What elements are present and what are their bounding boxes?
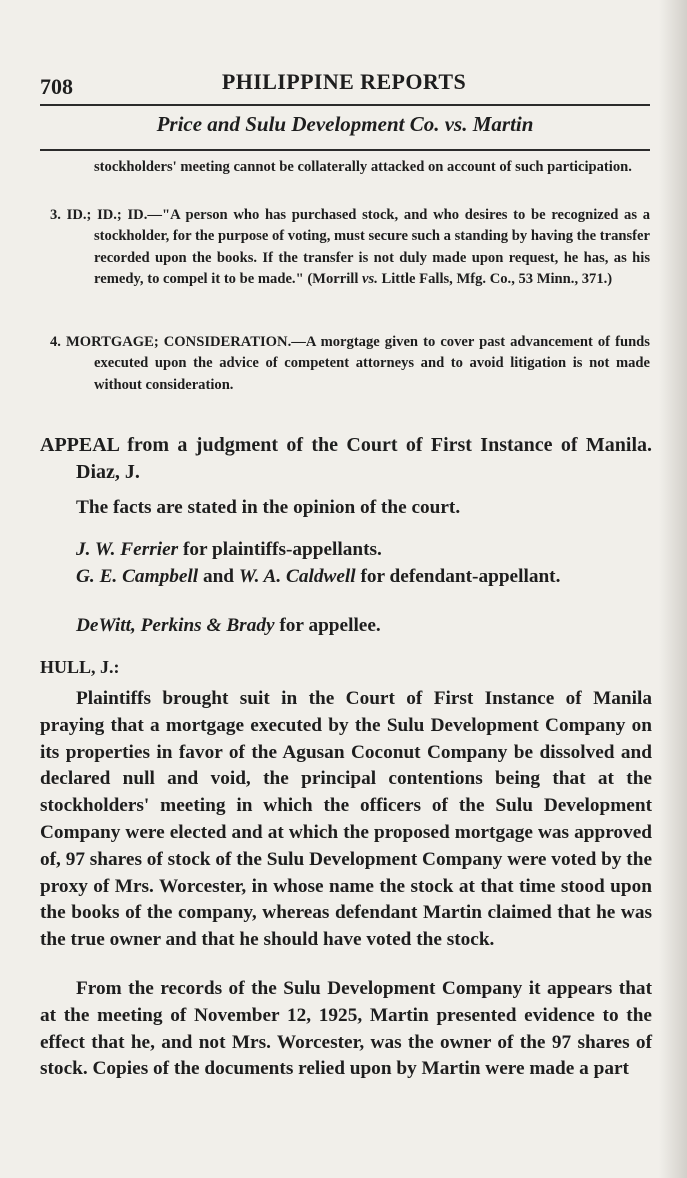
page-number: 708 [40, 74, 73, 99]
header-rule-top [40, 104, 650, 106]
counsel-defendant-role: for defendant-appellant. [355, 566, 561, 587]
counsel-defendant-name-b: W. A. Caldwell [238, 566, 356, 587]
headnote-3 [44, 205, 650, 290]
headnote-3-label: 3. ID.; ID.; ID. [50, 207, 148, 223]
facts-statement [40, 495, 652, 522]
headnote-4 [44, 332, 650, 396]
facts-text: The facts are stated in the opinion of the court. [76, 497, 461, 518]
counsel-defendant-and: and [198, 566, 239, 587]
opinion-paragraph-2-text: From the records of the Sulu Development Company it appears that at the meeting of November 12, 1925, Martin presented evidence to the effect that he, and not Mrs. Worcester, was the owner of the 97 shares of stock. Copies of the documents relied upon by Martin were made a part [40, 978, 652, 1080]
headnote-4-text: —A morgtage given to cover past advancement of funds executed upon the advice of competent attorneys and to avoid litigation is not made without consideration. [94, 334, 650, 393]
opinion-paragraph-1-text: Plaintiffs brought suit in the Court of First Instance of Manila praying that a mortgage executed by the Sulu Development Company on its properties in favor of the Agusan Coconut Company be dissolved and declared null and void, the principal contentions being that at the stockholders' meeting in which the officers of the Sulu Development Company were elected and at which the proposed mortgage was approved of, 97 shares of stock of the Sulu Development Company were voted by the proxy of Mrs. Worcester, in whose name the stock at that time stood upon the books of the company, whereas defendant Martin claimed that he was the true owner and that he should have voted the stock. [40, 688, 652, 951]
opinion-paragraph-1 [40, 686, 652, 954]
headnote-continuation [44, 157, 650, 178]
headnote-4-label: 4. MORTGAGE; CONSIDERATION. [50, 334, 292, 350]
headnote-3-text: —"A person who has purchased stock, and who desires to be recognized as a stockholder, for the purpose of voting, must secure such a standing by having the transfer recorded upon the books. If the transfer is not duly made upon request, he has, as his remedy, to compel it to be made." (Morrill [94, 207, 650, 287]
counsel-plaintiffs [40, 537, 652, 564]
appeal-statement [40, 432, 652, 486]
case-title: Price and Sulu Development Co. vs. Martin [156, 112, 534, 136]
page-header [38, 68, 650, 106]
running-title: PHILIPPINE REPORTS [221, 69, 467, 94]
counsel-appellee-name: DeWitt, Perkins & Brady [76, 615, 275, 636]
headnote-3-citation: Little Falls, Mfg. Co., 53 Minn., 371.) [377, 270, 613, 287]
headnote-continuation-text: stockholders' meeting cannot be collaterally attacked on account of such participation. [94, 159, 632, 175]
counsel-plaintiffs-name: J. W. Ferrier [76, 539, 179, 560]
headnote-3-vs: vs. [362, 270, 378, 287]
counsel-defendant-name-a: G. E. Campbell [76, 566, 199, 587]
header-rule-bottom [40, 149, 650, 151]
counsel-appellee [40, 613, 652, 640]
counsel-defendant [40, 564, 652, 591]
counsel-appellee-role: for appellee. [274, 615, 381, 636]
opinion-paragraph-2 [40, 976, 652, 1083]
appeal-text: APPEAL from a judgment of the Court of First Instance of Manila. Diaz, J. [40, 434, 652, 483]
judge-name: HULL, J.: [40, 657, 120, 677]
counsel-plaintiffs-role: for plaintiffs-appellants. [178, 539, 382, 560]
judge-line [40, 654, 652, 681]
